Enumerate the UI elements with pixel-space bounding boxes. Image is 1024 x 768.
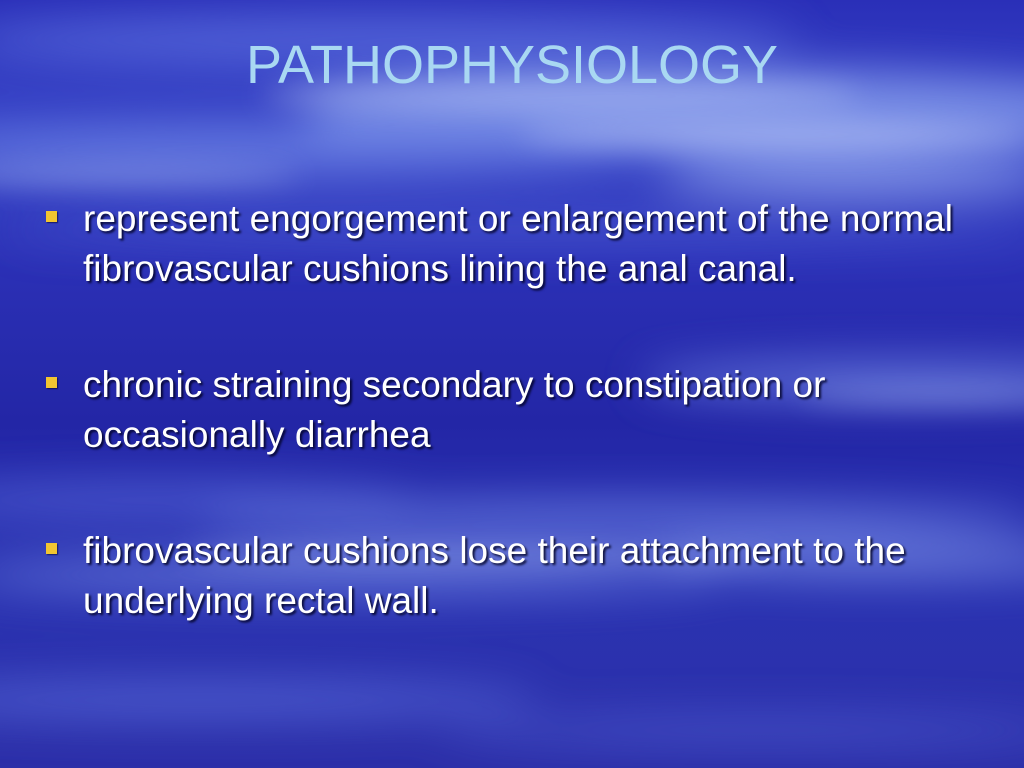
square-bullet-icon [46, 211, 57, 222]
bullet-text: chronic straining secondary to constipation or occasionally diarrhea [83, 364, 826, 455]
bullet-item [44, 194, 984, 294]
bullet-item [44, 360, 984, 460]
bullet-text: represent engorgement or enlargement of the normal fibrovascular cushions lining the anal canal. [83, 198, 954, 289]
square-bullet-icon [46, 377, 57, 388]
slide-title: PATHOPHYSIOLOGY [245, 35, 779, 95]
bullet-item [44, 526, 984, 626]
bullet-text: fibrovascular cushions lose their attachment to the underlying rectal wall. [83, 530, 906, 621]
square-bullet-icon [46, 543, 57, 554]
bullet-list [44, 194, 984, 626]
